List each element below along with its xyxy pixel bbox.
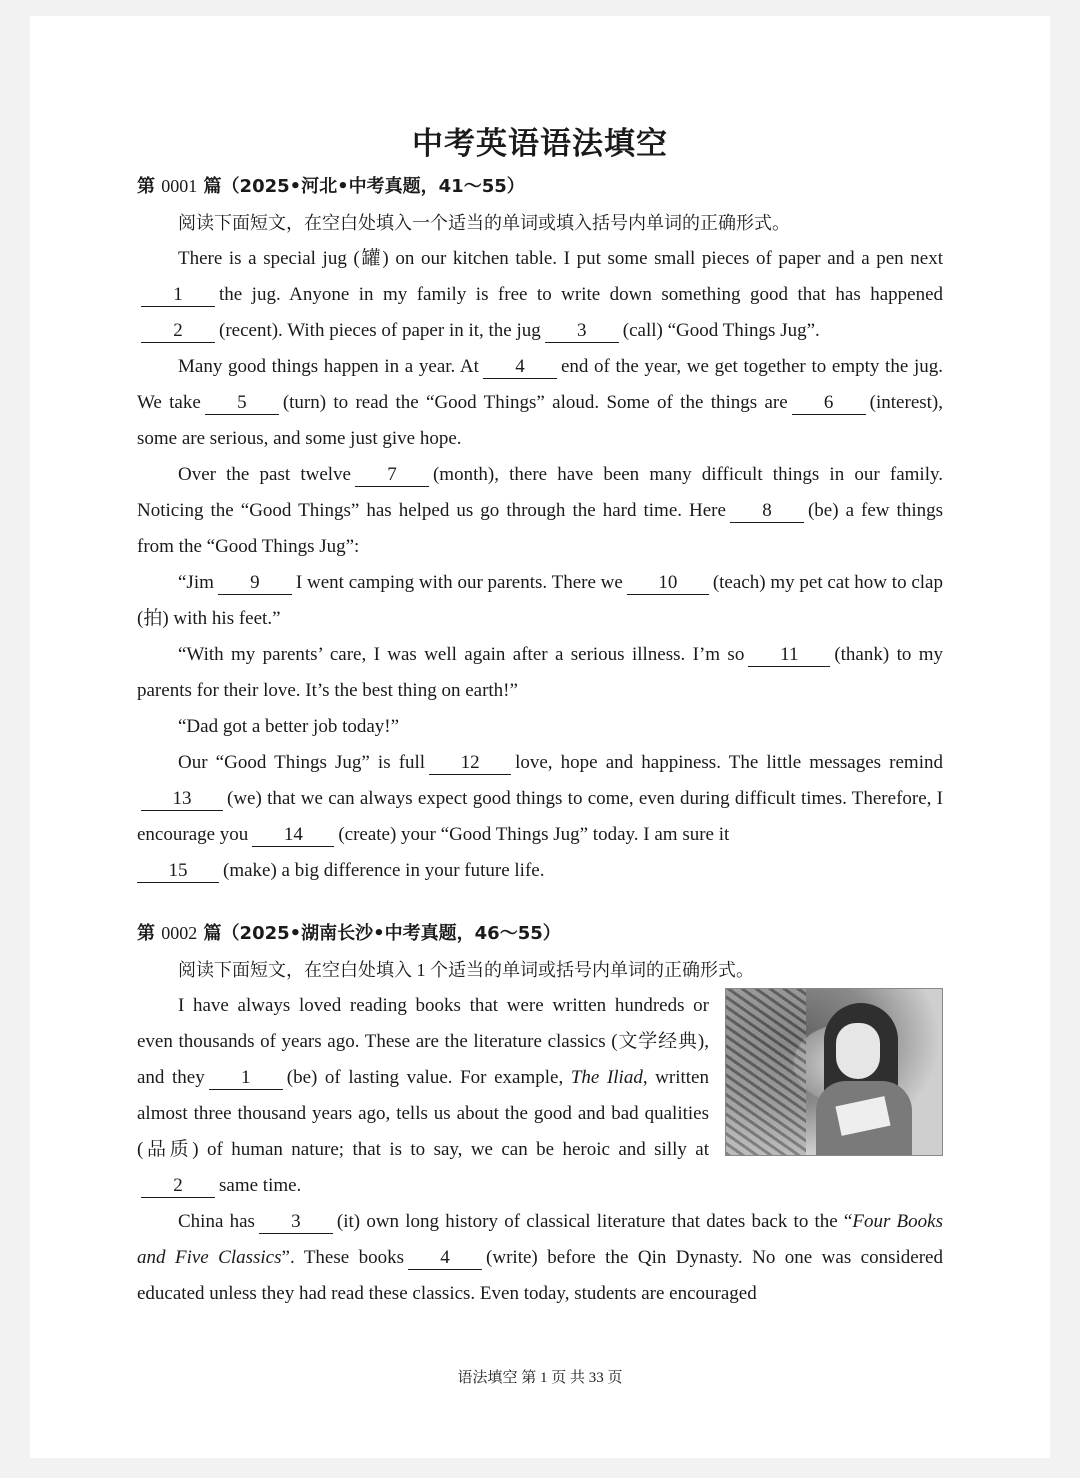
blank-11[interactable]: 11 — [748, 644, 830, 667]
blank-7[interactable]: 7 — [355, 464, 429, 487]
s2-blank-4[interactable]: 4 — [408, 1247, 482, 1270]
blank-15[interactable]: 15 — [137, 860, 219, 883]
reading-girl-illustration — [725, 988, 943, 1156]
s2-blank-2[interactable]: 2 — [141, 1175, 215, 1198]
blank-3[interactable]: 3 — [545, 320, 619, 343]
section-2-header: 第 0002 篇（2025•湖南长沙•中考真题，46～55） — [137, 923, 561, 944]
s1-paragraph-2: Many good things happen in a year. At 4 end of the year, we get together to empty the jug. We take 5 (turn) to read the “Good Things” aloud. Some of the things are 6 (interest), some are serious, and some just give hope. — [137, 356, 943, 449]
blank-6[interactable]: 6 — [792, 392, 866, 415]
page-footer: 语法填空 第 1 页 共 33 页 — [457, 1370, 623, 1386]
s1-paragraph-8: 15 (make) a big difference in your future life. — [137, 853, 943, 889]
s2-blank-1[interactable]: 1 — [209, 1067, 283, 1090]
s1-paragraph-4: “Jim 9 I went camping with our parents. There we 10 (teach) my pet cat how to clap (拍) with his feet.” — [137, 572, 943, 629]
blank-10[interactable]: 10 — [627, 572, 709, 595]
s2-paragraph-1: I have always loved reading books that were written hundreds or even thousands of years ago. These are the literature classics (文学经典), and they 1 (be) of lasting value. For example, The Iliad, written almost three thousand years ago, tells us about the good and bad qualities (品质) of human nature; that is to say, we can be heroic and silly at2 same time. — [137, 995, 709, 1196]
blank-5[interactable]: 5 — [205, 392, 279, 415]
s2-paragraph-2: China has 3 (it) own long history of classical literature that dates back to the “Four Books and Five Classics”. These books 4 (write) before the Qin Dynasty. No one was considered educated unless they had read these classics. Even today, students are encouraged — [137, 1211, 943, 1304]
blank-4[interactable]: 4 — [483, 356, 557, 379]
blank-9[interactable]: 9 — [218, 572, 292, 595]
blank-13[interactable]: 13 — [141, 788, 223, 811]
section-2-instruction: 阅读下面短文，在空白处填入 1 个适当的单词或括号内单词的正确形式。 — [178, 960, 754, 980]
s1-paragraph-6: “Dad got a better job today!” — [178, 716, 400, 737]
blank-8[interactable]: 8 — [730, 500, 804, 523]
section-1-header: 第 0001 篇（2025•河北•中考真题，41～55） — [137, 176, 525, 197]
s1-paragraph-1: There is a special jug (罐) on our kitchen table. I put some small pieces of paper and a pen next1 the jug. Anyone in my family is free to write down something good that has happened2 (recent). With pieces of paper in it, the jug 3 (call) “Good Things Jug”. — [137, 241, 943, 349]
blank-14[interactable]: 14 — [252, 824, 334, 847]
blank-12[interactable]: 12 — [429, 752, 511, 775]
blank-1[interactable]: 1 — [141, 284, 215, 307]
s1-paragraph-5: “With my parents’ care, I was well again after a serious illness. I’m so 11 (thank) to my parents for their love. It’s the best thing on earth!” — [137, 644, 943, 701]
s2-blank-3[interactable]: 3 — [259, 1211, 333, 1234]
blank-2[interactable]: 2 — [141, 320, 215, 343]
page-title: 中考英语语法填空 — [412, 126, 668, 162]
s1-paragraph-7: Our “Good Things Jug” is full 12 love, hope and happiness. The little messages remind13 (we) that we can always expect good things to come, even during difficult times. Therefore, I encourage you 14 (create) your “Good Things Jug” today. I am sure it — [137, 752, 943, 845]
document-body — [137, 168, 943, 1312]
section-1-instruction: 阅读下面短文，在空白处填入一个适当的单词或填入括号内单词的正确形式。 — [178, 213, 790, 233]
s1-paragraph-3: Over the past twelve 7 (month), there have been many difficult things in our family. Noticing the “Good Things” has helped us go through the hard time. Here 8 (be) a few things from the “Good Things Jug”: — [137, 464, 943, 557]
